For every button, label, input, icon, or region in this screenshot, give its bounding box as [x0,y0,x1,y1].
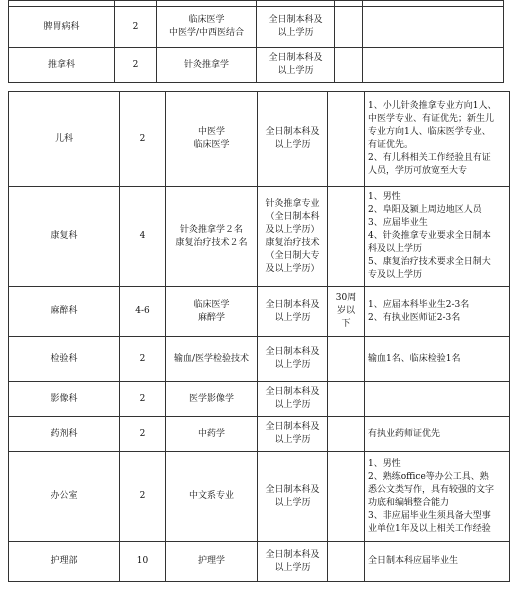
dept-cell: 办公室 [9,452,120,542]
dept-cell: 康复科 [9,187,120,287]
count-cell: 10 [120,542,166,582]
table-row [9,337,510,382]
count-cell: 2 [120,452,166,542]
major-cell: 中医学 临床医学 [166,92,258,187]
dept-cell: 儿科 [9,92,120,187]
major-cell: 中文系专业 [166,452,258,542]
notes-cell: 输血1名、临床检验1名 [365,337,510,382]
notes-cell: 1、小儿针灸推拿专业方向1人、 中医学专业、有证优先；新生儿 专业方向1人、临床医学专业、 有证优先。 2、有儿科相关工作经验且有证 人员，学历可放宽至大专 [365,92,510,187]
table-row [9,452,510,542]
major-cell: 护理学 [166,542,258,582]
age-cell [328,417,365,452]
education-cell: 全日制本科及 以上学历 [257,48,335,83]
count-cell: 2 [120,337,166,382]
notes-cell: 1、应届本科毕业生2-3名 2、有执业医师证2-3名 [365,287,510,337]
age-cell [335,7,363,48]
table-row [9,7,504,48]
dept-cell: 药剂科 [9,417,120,452]
count-cell: 2 [115,7,157,48]
notes-cell: 1、男性 2、熟练office等办公工具、熟 悉公文类写作，具有较强的文字 功底和编辑整合能力 3、非应届毕业生须具备大型事 业单位1年及以上相关工作经验 [365,452,510,542]
major-cell: 中药学 [166,417,258,452]
major-cell: 医学影像学 [166,382,258,417]
education-cell: 全日制本科及 以上学历 [258,92,328,187]
table-row [9,542,510,582]
dept-cell: 检验科 [9,337,120,382]
notes-cell [363,48,504,83]
major-cell: 临床医学 麻醉学 [166,287,258,337]
notes-cell [365,382,510,417]
age-cell [328,452,365,542]
age-cell [328,337,365,382]
major-cell: 针灸推拿学 [157,48,257,83]
education-cell: 全日制本科及 以上学历 [257,7,335,48]
count-cell: 2 [120,92,166,187]
education-cell: 全日制本科及 以上学历 [258,337,328,382]
count-cell: 4-6 [120,287,166,337]
age-cell [328,92,365,187]
count-cell: 4 [120,187,166,287]
recruitment-table-top [8,0,504,83]
education-cell: 全日制本科及 以上学历 [258,382,328,417]
table-row [9,382,510,417]
dept-cell: 护理部 [9,542,120,582]
recruitment-table [8,91,510,582]
major-cell: 临床医学 中医学/中西医结合 [157,7,257,48]
table-row [9,417,510,452]
table-row [9,187,510,287]
education-cell: 全日制本科及 以上学历 [258,452,328,542]
notes-cell [363,7,504,48]
education-cell: 全日制本科及 以上学历 [258,287,328,337]
table-row [9,48,504,83]
dept-cell: 推拿科 [9,48,115,83]
age-cell [328,542,365,582]
table-row [9,92,510,187]
notes-cell: 1、男性 2、阜阳及颍上周边地区人员 3、应届毕业生 4、针灸推拿专业要求全日制本 科及以上学历 5、康复治疗技术要求全日制大 专及以上学历 [365,187,510,287]
notes-cell: 有执业药师证优先 [365,417,510,452]
education-cell: 全日制本科及 以上学历 [258,542,328,582]
age-cell [328,187,365,287]
age-cell: 30周 岁以 下 [328,287,365,337]
count-cell: 2 [120,382,166,417]
count-cell: 2 [115,48,157,83]
major-cell: 输血/医学检验技术 [166,337,258,382]
table-row [9,287,510,337]
dept-cell: 影像科 [9,382,120,417]
major-cell: 针灸推拿学２名 康复治疗技术２名 [166,187,258,287]
age-cell [335,48,363,83]
age-cell [328,382,365,417]
count-cell: 2 [120,417,166,452]
notes-cell: 全日制本科应届毕业生 [365,542,510,582]
dept-cell: 麻醉科 [9,287,120,337]
education-cell: 针灸推拿专业 （全日制本科 及以上学历） 康复治疗技术 （全日制大专 及以上学历） [258,187,328,287]
education-cell: 全日制本科及 以上学历 [258,417,328,452]
dept-cell: 脾胃病科 [9,7,115,48]
